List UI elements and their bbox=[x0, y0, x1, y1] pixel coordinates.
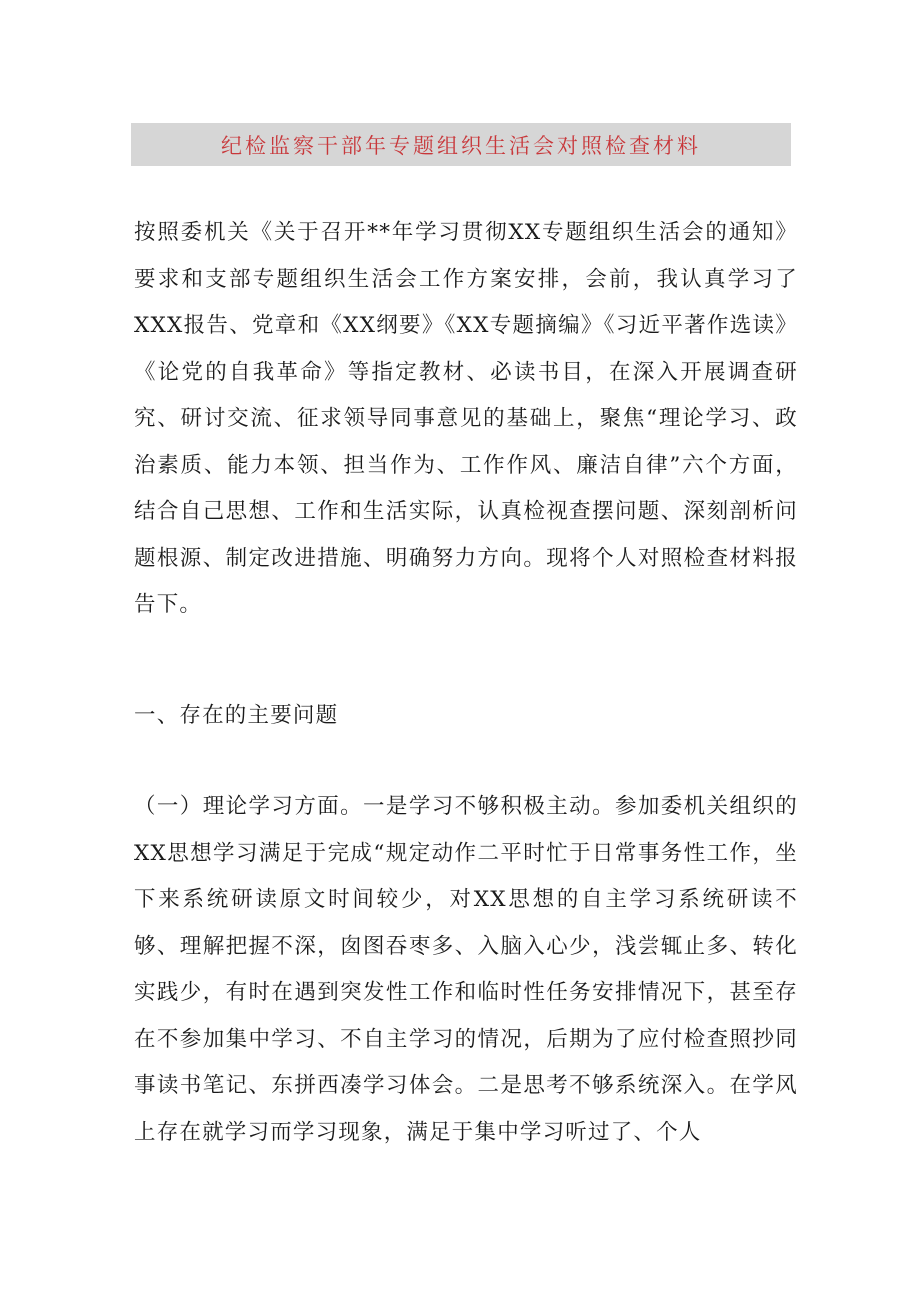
section-heading: 一、存在的主要问题 bbox=[134, 703, 339, 728]
document-title: 纪检监察干部年专题组织生活会对照检查材料 bbox=[221, 133, 701, 158]
intro-paragraph: 按照委机关《关于召开**年学习贯彻XX专题组织生活会的通知》要求和支部专题组织生活会工作方案安排，会前，我认真学习了XXX报告、党章和《XX纲要》《XX专题摘编》《习近平著作选读》《论党的自我革命》等指定教材、必读书目，在深入开展调查研究、研讨交流、征求领导同事意见的基础上，聚焦“理论学习、政治素质、能力本领、担当作为、工作作风、廉洁自律”六个方面，结合自己思想、工作和生活实际，认真检视查摆问题、深刻剖析问题根源、制定改进措施、明确努力方向。现将个人对照检查材料报告下。 bbox=[134, 220, 798, 617]
document-title-bar bbox=[131, 123, 791, 166]
section1-paragraph: （一）理论学习方面。一是学习不够积极主动。参加委机关组织的XX思想学习满足于完成“规定动作二平时忙于日常事务性工作，坐下来系统研读原文时间较少，对XX思想的自主学习系统研读不够、理解把握不深，囱图吞枣多、入脑入心少，浅尝辄止多、转化实践少，有时在遇到突发性工作和临时性任务安排情况下，甚至存在不参加集中学习、不自主学习的情况，后期为了应付检查照抄同事读书笔记、东拼西凑学习体会。二是思考不够系统深入。在学风上存在就学习而学习现象，满足于集中学习听过了、个人 bbox=[134, 794, 798, 1145]
